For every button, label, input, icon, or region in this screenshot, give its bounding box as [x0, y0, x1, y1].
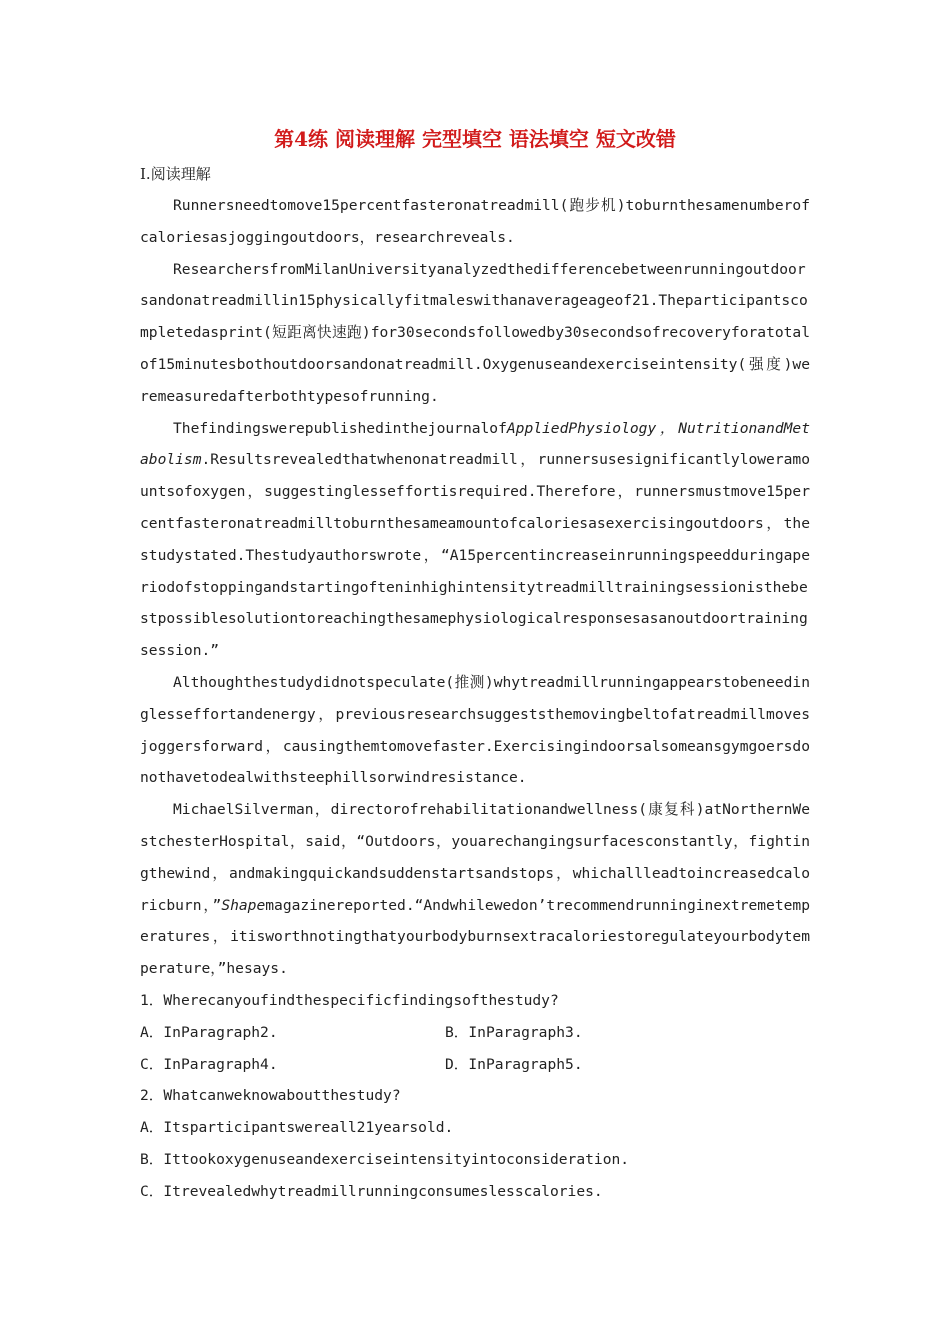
question-1-option-b[interactable]: B．InParagraph3. [445, 1023, 583, 1041]
paragraph-3-text-b: .Resultsrevealedthatwhenonatreadmill，runnersusesignificantlyloweramountsofoxygen，suggestinglesseffortisrequired.Therefore，runnersmustmove15percentfasteronatreadmilltoburnthesameamountofcaloriesasexercisingoutdoors，thestudystated.Thestudyauthorswrote，“A15percentincreaseinrunningspeedduringaperiodofstoppingandstartingofteninhighintensitytreadmilltrainingsessionisthebestpossiblesolutiontoreachingthesamephysiologicalresponsesasanoutdoortrainingsession.” [140, 451, 810, 660]
question-1-stem: 1．Wherecanyoufindthespecificfindingsofthestudy? [140, 991, 559, 1009]
question-2-stem: 2．Whatcanweknowaboutthestudy? [140, 1087, 401, 1105]
paragraph-3 [140, 413, 810, 667]
paragraph-5-text-a: MichaelSilverman，directorofrehabilitationandwellness(康复科)atNorthernWestchesterHospital，said，“Outdoors，youarechangingsurfacesconstantly，fightingthewind，andmakingquickandsuddenstartsandstops，whichallleadtoincreasedcaloricburn，” [140, 801, 810, 914]
paragraph-3-text-a: Thefindingswerepublishedinthejournalof [173, 419, 507, 437]
question-1-option-a[interactable]: A．InParagraph2. [140, 1023, 278, 1041]
question-1-option-d[interactable]: D．InParagraph5. [445, 1055, 583, 1073]
paragraph-1: Runnersneedtomove15percentfasteronatreadmill(跑步机)toburnthesamenumberofcaloriesasjoggingoutdoors，researchreveals. [140, 197, 810, 246]
paragraph-2: ResearchersfromMilanUniversityanalyzedthedifferencebetweenrunningoutdoorsandonatreadmillin15physicallyfitmaleswithanaverageageof21.Theparticipantscompletedasprint(短距离快速跑)for30secondsfollowedby30secondsofrecoveryforatotalof15minutesbothoutdoorsandonatreadmill.Oxygenuseandexerciseintensity(强度)weremeasuredafterbothtypesofrunning. [140, 260, 810, 405]
paragraph-5 [140, 794, 810, 985]
question-2-option-a[interactable]: A．Itsparticipantswereall21yearsold. [140, 1119, 454, 1137]
document-page [140, 124, 810, 1208]
paragraph-4: Althoughthestudydidnotspeculate(推测)whytreadmillrunningappearstobeneedinglesseffortandenergy，previousresearchsuggeststhemovingbeltofatreadmillmovesjoggersforward，causingthemtomovefaster.Exercisingindoorsalsomeansgymgoersdonothavetodealwithsteephillsorwindresistance. [140, 673, 810, 787]
section-heading: Ⅰ.阅读理解 [140, 165, 211, 183]
magazine-name: Shape [221, 896, 266, 914]
journal-name: AppliedPhysiology，NutritionandMetabolism [140, 419, 810, 469]
question-1-options-row-1 [140, 1017, 810, 1049]
paragraph-5-text-b: magazinereported.“Andwhilewedon’trecommendrunninginextremetemperatures，itisworthnotingthatyourbodyburnsextracaloriestoregulateyourbodytemperature，”hesays. [140, 896, 810, 978]
question-2-option-c[interactable]: C．Itrevealedwhytreadmillrunningconsumeslesscalories. [140, 1182, 603, 1200]
question-1-options-row-2 [140, 1049, 810, 1081]
question-1-option-c[interactable]: C．InParagraph4. [140, 1055, 278, 1073]
page-title: 第4练 阅读理解 完型填空 语法填空 短文改错 [274, 127, 676, 151]
question-2-option-b[interactable]: B．Ittookoxygenuseandexerciseintensityintoconsideration. [140, 1150, 630, 1168]
